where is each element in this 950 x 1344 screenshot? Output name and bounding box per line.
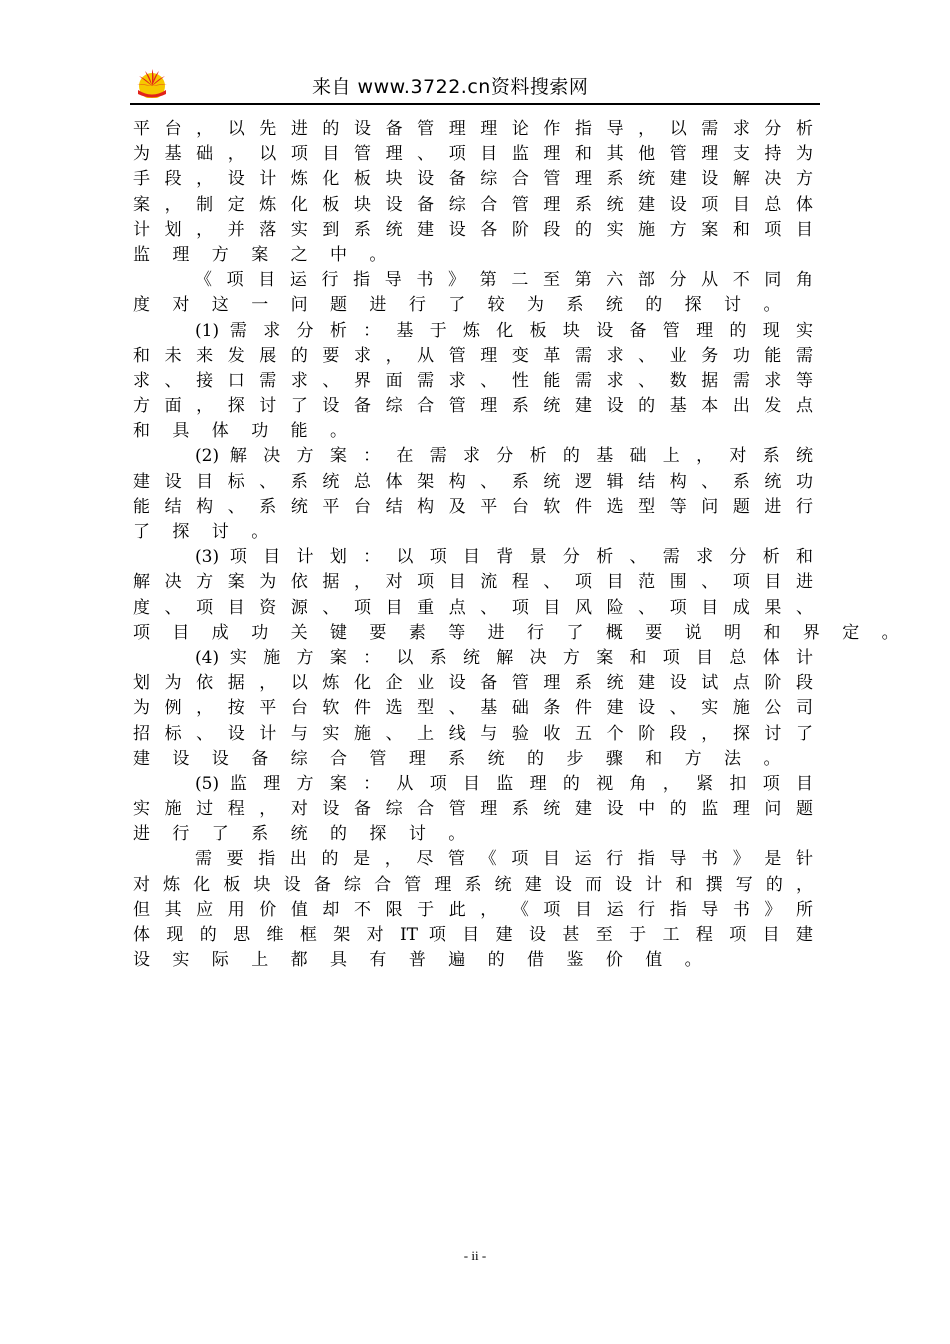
text-line: (1) 需 求 分 析 ： 基 于 炼 化 板 块 设 备 管 理 的 现 实 bbox=[195, 320, 813, 341]
text-line: 了 探 讨 。 bbox=[133, 522, 277, 542]
text-line: 招 标 、 设 计 与 实 施 、 上 线 与 验 收 五 个 阶 段 ， 探 讨 了 bbox=[133, 723, 813, 744]
text-line: 建 设 目 标 、 系 统 总 体 架 构 、 系 统 逻 辑 结 构 、 系 统 功 bbox=[133, 471, 813, 492]
text-line: 能 结 构 、 系 统 平 台 结 构 及 平 台 软 件 选 型 等 问 题 进 行 bbox=[133, 496, 813, 517]
petrochina-logo-icon bbox=[134, 66, 170, 98]
text-line: 进 行 了 系 统 的 探 讨 。 bbox=[133, 824, 474, 845]
text-line: 度 、 项 目 资 源 、 项 目 重 点 、 项 目 风 险 、 项 目 成 果 、 bbox=[133, 597, 813, 618]
text-line: 手 段 ， 设 计 炼 化 板 块 设 备 综 合 管 理 系 统 建 设 解 决 方 bbox=[133, 169, 813, 190]
text-line: 平 台 ， 以 先 进 的 设 备 管 理 理 论 作 指 导 ， 以 需 求 分 析 bbox=[133, 119, 813, 139]
text-line: 项 目 成 功 关 键 要 素 等 进 行 了 概 要 说 明 和 界 定 。 bbox=[133, 622, 908, 643]
text-line: (5) 监 理 方 案 ： 从 项 目 监 理 的 视 角 ， 紧 扣 项 目 bbox=[195, 773, 813, 794]
text-line: (4) 实 施 方 案 ： 以 系 统 解 决 方 案 和 项 目 总 体 计 bbox=[195, 647, 813, 668]
text-line: (2) 解 决 方 案 ： 在 需 求 分 析 的 基 础 上 ， 对 系 统 bbox=[195, 446, 813, 467]
text-line: 为 基 础 ， 以 项 目 管 理 、 项 目 监 理 和 其 他 管 理 支 持 为 bbox=[133, 144, 813, 165]
text-line: 解 决 方 案 为 依 据 ， 对 项 目 流 程 、 项 目 范 围 、 项 目 进 bbox=[133, 572, 813, 593]
text-line: 但 其 应 用 价 值 却 不 限 于 此 ， 《 项 目 运 行 指 导 书 》 所 bbox=[133, 899, 813, 920]
text-line: 为 例 ， 按 平 台 软 件 选 型 、 基 础 条 件 建 设 、 实 施 公 司 bbox=[133, 698, 813, 719]
page-number: - ii - bbox=[463, 1248, 487, 1263]
text-line: 求 、 接 口 需 求 、 界 面 需 求 、 性 能 需 求 、 数 据 需 求 等 bbox=[133, 370, 813, 391]
text-line: 对 炼 化 板 块 设 备 综 合 管 理 系 统 建 设 而 设 计 和 撰 写 的 ， bbox=[133, 874, 813, 895]
text-line: (3) 项 目 计 划 ： 以 项 目 背 景 分 析 、 需 求 分 析 和 bbox=[195, 547, 813, 568]
text-line: 案 ， 制 定 炼 化 板 块 设 备 综 合 管 理 系 统 建 设 项 目 总 体 bbox=[133, 194, 813, 215]
text-line: 体 现 的 思 维 框 架 对 IT 项 目 建 设 甚 至 于 工 程 项 目 建 bbox=[133, 925, 813, 945]
text-line: 计 划 ， 并 落 实 到 系 统 建 设 各 阶 段 的 实 施 方 案 和 项 目 bbox=[133, 219, 813, 240]
page-header bbox=[130, 66, 820, 102]
text-line: 《 项 目 运 行 指 导 书 》 第 二 至 第 六 部 分 从 不 同 角 bbox=[195, 270, 813, 291]
text-line: 度 对 这 一 问 题 进 行 了 较 为 系 统 的 探 讨 。 bbox=[133, 295, 789, 316]
text-line: 和 未 来 发 展 的 要 求 ， 从 管 理 变 革 需 求 、 业 务 功 能 需 bbox=[133, 345, 813, 366]
text-line: 实 施 过 程 ， 对 设 备 综 合 管 理 系 统 建 设 中 的 监 理 问 题 bbox=[133, 799, 813, 820]
text-line: 建 设 设 备 综 合 管 理 系 统 的 步 骤 和 方 法 。 bbox=[133, 748, 789, 769]
text-line: 监 理 方 案 之 中 。 bbox=[133, 244, 395, 265]
text-line: 划 为 依 据 ， 以 炼 化 企 业 设 备 管 理 系 统 建 设 试 点 阶 段 bbox=[133, 673, 813, 694]
document-body bbox=[133, 117, 908, 973]
text-line: 和 具 体 功 能 。 bbox=[133, 421, 356, 442]
site-title: 来自 www.3722.cn资料搜索网 bbox=[312, 76, 589, 98]
header-divider bbox=[130, 103, 820, 105]
text-line: 设 实 际 上 都 具 有 普 遍 的 借 鉴 价 值 。 bbox=[133, 950, 711, 971]
text-line: 方 面 ， 探 讨 了 设 备 综 合 管 理 系 统 建 设 的 基 本 出 发 点 bbox=[133, 396, 813, 417]
text-line: 需 要 指 出 的 是 ， 尽 管 《 项 目 运 行 指 导 书 》 是 针 bbox=[195, 849, 813, 870]
